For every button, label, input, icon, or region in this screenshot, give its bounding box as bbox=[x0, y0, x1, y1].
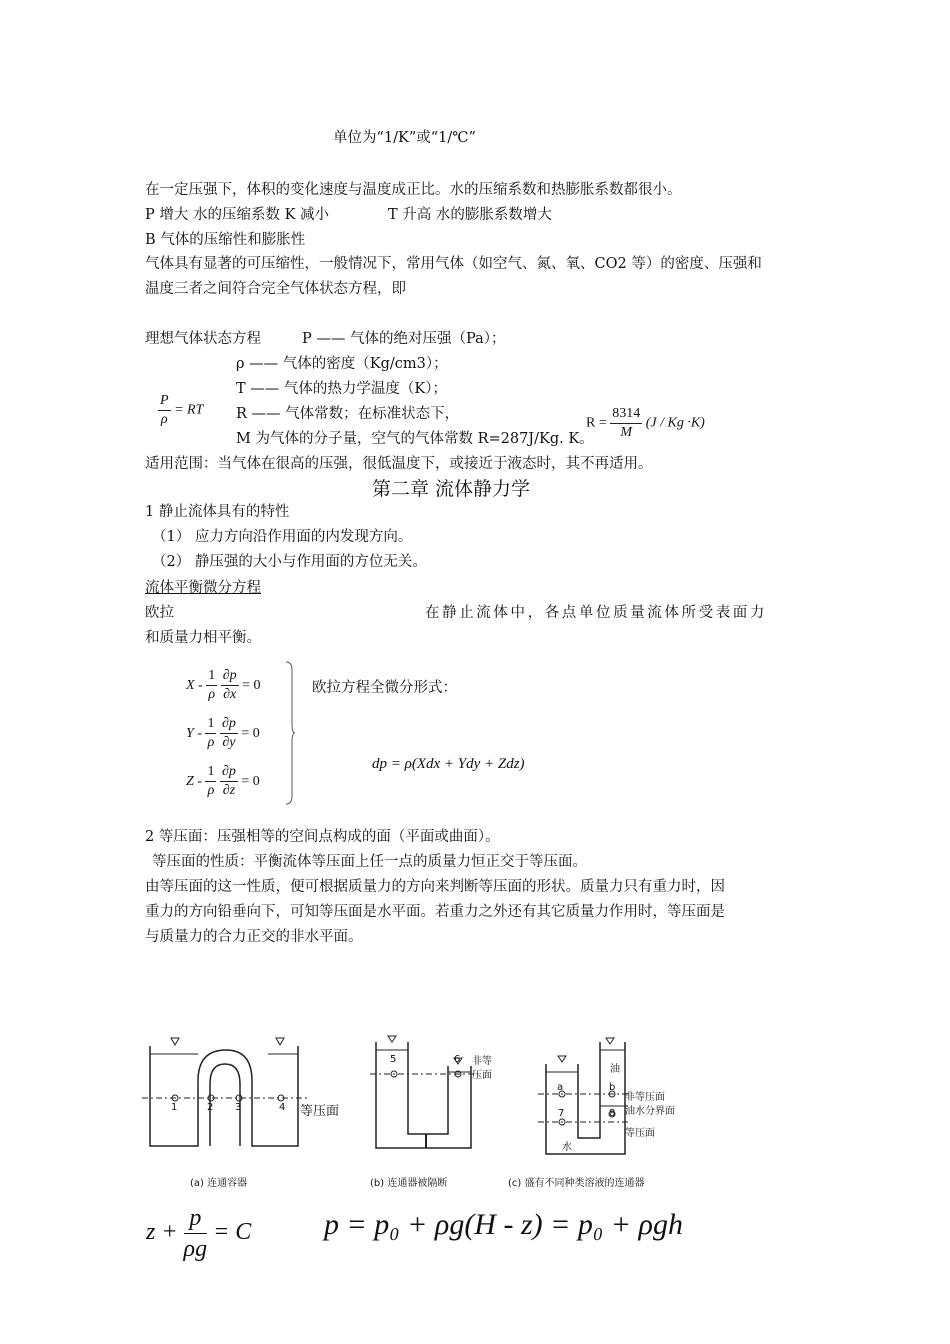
r-units: (J / Kg ·K) bbox=[645, 415, 705, 431]
text-line: 由等压面的这一性质，便可根据质量力的方向来判断等压面的形状。质量力只有重力时，因 bbox=[145, 879, 725, 895]
text-line: P 增大 水的压缩系数 K 减小 bbox=[145, 207, 330, 223]
euler-z: Z - $\frac{1}{\rho}$ $\frac{\partial p}{\partial z}$ = 0 bbox=[186, 764, 260, 799]
text-line: T 升高 水的膨胀系数增大 bbox=[388, 207, 552, 223]
text-line: 2 等压面：压强相等的空间点构成的面（平面或曲面）。 bbox=[145, 829, 500, 845]
euler-x: X - $\frac{1}{\rho}$ $\frac{\partial p}{\partial x}$ = 0 bbox=[186, 668, 261, 703]
def-t: T —— 气体的热力学温度（K）； bbox=[236, 381, 447, 397]
label-non-equal-2: 压面 bbox=[472, 1070, 492, 1081]
text-line: 气体具有显著的可压缩性，一般情况下，常用气体（如空气、氮、氧、CO2 等）的密度、压强和 bbox=[145, 256, 762, 272]
text-line: 等压面的性质：平衡流体等压面上任一点的质量力恒正交于等压面。 bbox=[152, 854, 587, 870]
gas-law-formula bbox=[158, 392, 203, 429]
r-den: M bbox=[620, 425, 633, 440]
point-label: a bbox=[557, 1082, 564, 1093]
r-formula bbox=[586, 405, 705, 442]
gas-law-title: 理想气体状态方程 bbox=[145, 331, 261, 347]
euler-full-label: 欧拉方程全微分形式： bbox=[312, 680, 457, 696]
r-num: 8314 bbox=[610, 405, 642, 424]
text-line: 温度三者之间符合完全气体状态方程，即 bbox=[145, 281, 406, 297]
caption-b: (b) 连通器被隔断 bbox=[370, 1178, 448, 1189]
label-oil: 油 bbox=[610, 1064, 620, 1075]
section-heading-underlined: 流体平衡微分方程 bbox=[145, 580, 261, 596]
list-item: （2） 静压强的大小与作用面的方位无关。 bbox=[152, 554, 427, 570]
text-line: 与质量力的合力正交的非水平面。 bbox=[145, 929, 363, 945]
point-label: 3 bbox=[235, 1102, 242, 1113]
text-line: 在一定压强下，体积的变化速度与温度成正比。水的压缩系数和热膨胀系数都很小。 bbox=[145, 182, 682, 198]
label-water: 水 bbox=[562, 1142, 572, 1153]
def-rho: ρ —— 气体的密度（Kg/cm3）； bbox=[236, 356, 448, 372]
unit-line: 单位为“1/K”或“1/℃” bbox=[333, 130, 476, 146]
text-line: 适用范围：当气体在很高的压强，很低温度下，或接近于液态时，其不再适用。 bbox=[145, 456, 653, 472]
gas-rho: ρ bbox=[160, 412, 168, 427]
text-line: 在静止流体中，各点单位质量流体所受表面力 bbox=[425, 605, 767, 621]
point-label: 5 bbox=[390, 1054, 397, 1065]
label-oil-water: 油水分界面 bbox=[625, 1106, 675, 1117]
label-non-equal-c: 非等压面 bbox=[625, 1092, 665, 1103]
gas-p: P bbox=[158, 392, 171, 411]
def-m: M 为气体的分子量，空气的气体常数 R=287J/Kg. K。 bbox=[236, 431, 594, 447]
point-label: b bbox=[609, 1082, 616, 1093]
point-label: 7 bbox=[558, 1108, 565, 1119]
point-label: 8 bbox=[609, 1108, 616, 1119]
euler-y: Y - $\frac{1}{\rho}$ $\frac{\partial p}{\partial y}$ = 0 bbox=[186, 716, 260, 751]
text-line: 重力的方向铅垂向下，可知等压面是水平面。若重力之外还有其它质量力作用时，等压面是 bbox=[145, 904, 725, 920]
section-heading: 1 静止流体具有的特性 bbox=[145, 504, 290, 520]
list-item: （1） 应力方向沿作用面的内发现方向。 bbox=[152, 529, 413, 545]
chapter-title: 第二章 流体静力学 bbox=[372, 478, 531, 500]
figure-c bbox=[538, 1038, 630, 1154]
label-equal-pressure-c: 等压面 bbox=[625, 1128, 655, 1139]
caption-a: (a) 连通容器 bbox=[190, 1178, 248, 1189]
text-line: 和质量力相平衡。 bbox=[145, 630, 261, 646]
point-label: 2 bbox=[207, 1102, 214, 1113]
point-label: 1 bbox=[171, 1102, 178, 1113]
def-p: P —— 气体的绝对压强（Pa）； bbox=[302, 331, 506, 347]
euler-equations bbox=[186, 662, 261, 806]
point-label: 4 bbox=[279, 1102, 286, 1113]
hydrostatic-formula-2: p = p₀ + ρg(H - z) = p₀ + ρgh bbox=[324, 1208, 683, 1241]
point-label: 6 bbox=[454, 1054, 461, 1065]
caption-c: (c) 盛有不同种类溶液的连通器 bbox=[508, 1178, 645, 1189]
label-non-equal: 非等 bbox=[472, 1056, 492, 1067]
r-label: R = bbox=[586, 415, 607, 431]
text-line: 欧拉 bbox=[145, 605, 174, 621]
def-r: R —— 气体常数；在标准状态下， bbox=[236, 406, 460, 422]
figure-b bbox=[370, 1036, 478, 1148]
brace bbox=[284, 660, 296, 806]
hydrostatic-formula-1: z + $\frac{p}{\rho g}$ = C bbox=[146, 1205, 252, 1262]
gas-rhs: = RT bbox=[174, 402, 204, 418]
figure-a bbox=[142, 1038, 308, 1146]
label-equal-pressure: 等压面 bbox=[300, 1104, 340, 1119]
section-heading-gas: B 气体的压缩性和膨胀性 bbox=[145, 232, 306, 248]
euler-differential: dp = ρ(Xdx + Ydy + Zdz) bbox=[372, 756, 525, 772]
